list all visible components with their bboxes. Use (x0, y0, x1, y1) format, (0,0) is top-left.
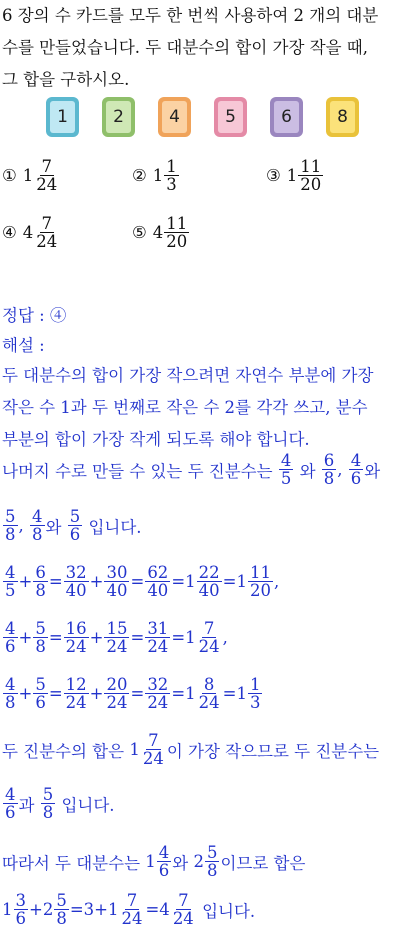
number-card-8: 8 (326, 97, 359, 137)
final-equation: 1 $\frac{3}{6}$ +2 $\frac{5}{8}$ =3+1 $\frac{7}{24}$ =4 $\frac{7}{24}$ 입니다. (2, 891, 256, 929)
solution-line-1: 두 대분수의 합이 가장 작으려면 자연수 부분에 가장 (2, 366, 374, 385)
problem-line-1: 6 장의 수 카드를 모두 한 번씩 사용하여 2 개의 대분 (2, 6, 379, 25)
solution-line-8: 따라서 두 대분수는 1 $\frac{4}{6}$ 와 2 $\frac{5}{8}$ 이므로 합은 (2, 843, 306, 881)
problem-line-2: 수를 만들었습니다. 두 대분수의 합이 가장 작을 때, (2, 38, 368, 57)
number-card-6: 6 (270, 97, 303, 137)
number-card-5: 5 (214, 97, 247, 137)
answer-label: 정답 : ④ (2, 306, 67, 325)
explanation-label: 해설 : (2, 336, 45, 355)
option-4[interactable]: ④ 4 $\frac{7}{24}$ (2, 214, 58, 252)
equation-2: $\frac{4}{6}$ + $\frac{5}{8}$ = $\frac{16}{24}$ + $\frac{15}{24}$ = $\frac{31}{24}$ = 1 $\frac{7}{24}$ , (5, 619, 228, 657)
solution-line-6: 두 진분수의 합은 1 $\frac{7}{24}$ 이 가장 작으므로 두 진분수는 (2, 731, 380, 769)
option-3[interactable]: ③ 1 $\frac{11}{20}$ (266, 157, 322, 195)
solution-line-4: 나머지 수로 만들 수 있는 두 진분수는 $\frac{4}{5}$ 와 $\frac{6}{8}$ , $\frac{4}{6}$ 와 (2, 451, 381, 489)
option-5[interactable]: ⑤ 4 $\frac{11}{20}$ (132, 214, 188, 252)
problem-line-3: 그 합을 구하시오. (2, 70, 130, 89)
solution-line-3: 부분의 합이 가장 작게 되도록 해야 합니다. (2, 430, 310, 449)
solution-line-2: 작은 수 1과 두 번째로 작은 수 2를 각각 쓰고, 분수 (2, 398, 368, 417)
solution-line-7: $\frac{4}{6}$ 과 $\frac{5}{8}$ 입니다. (5, 785, 115, 823)
equation-3: $\frac{4}{8}$ + $\frac{5}{6}$ = $\frac{12}{24}$ + $\frac{20}{24}$ = $\frac{32}{24}$ = 1 $\frac{8}{24}$ = 1 $\frac{1}{3}$ (5, 675, 261, 713)
option-2[interactable]: ② 1 $\frac{1}{3}$ (132, 157, 177, 195)
option-1[interactable]: ① 1 $\frac{7}{24}$ (2, 157, 58, 195)
number-card-2: 2 (102, 97, 135, 137)
number-card-4: 4 (158, 97, 191, 137)
equation-1: $\frac{4}{5}$ + $\frac{6}{8}$ = $\frac{32}{40}$ + $\frac{30}{40}$ = $\frac{62}{40}$ = 1 $\frac{22}{40}$ = 1 $\frac{11}{20}$ , (5, 563, 280, 601)
solution-line-5: $\frac{5}{8}$ , $\frac{4}{8}$ 와 $\frac{5}{6}$ 입니다. (5, 507, 142, 545)
number-card-1: 1 (46, 97, 79, 137)
